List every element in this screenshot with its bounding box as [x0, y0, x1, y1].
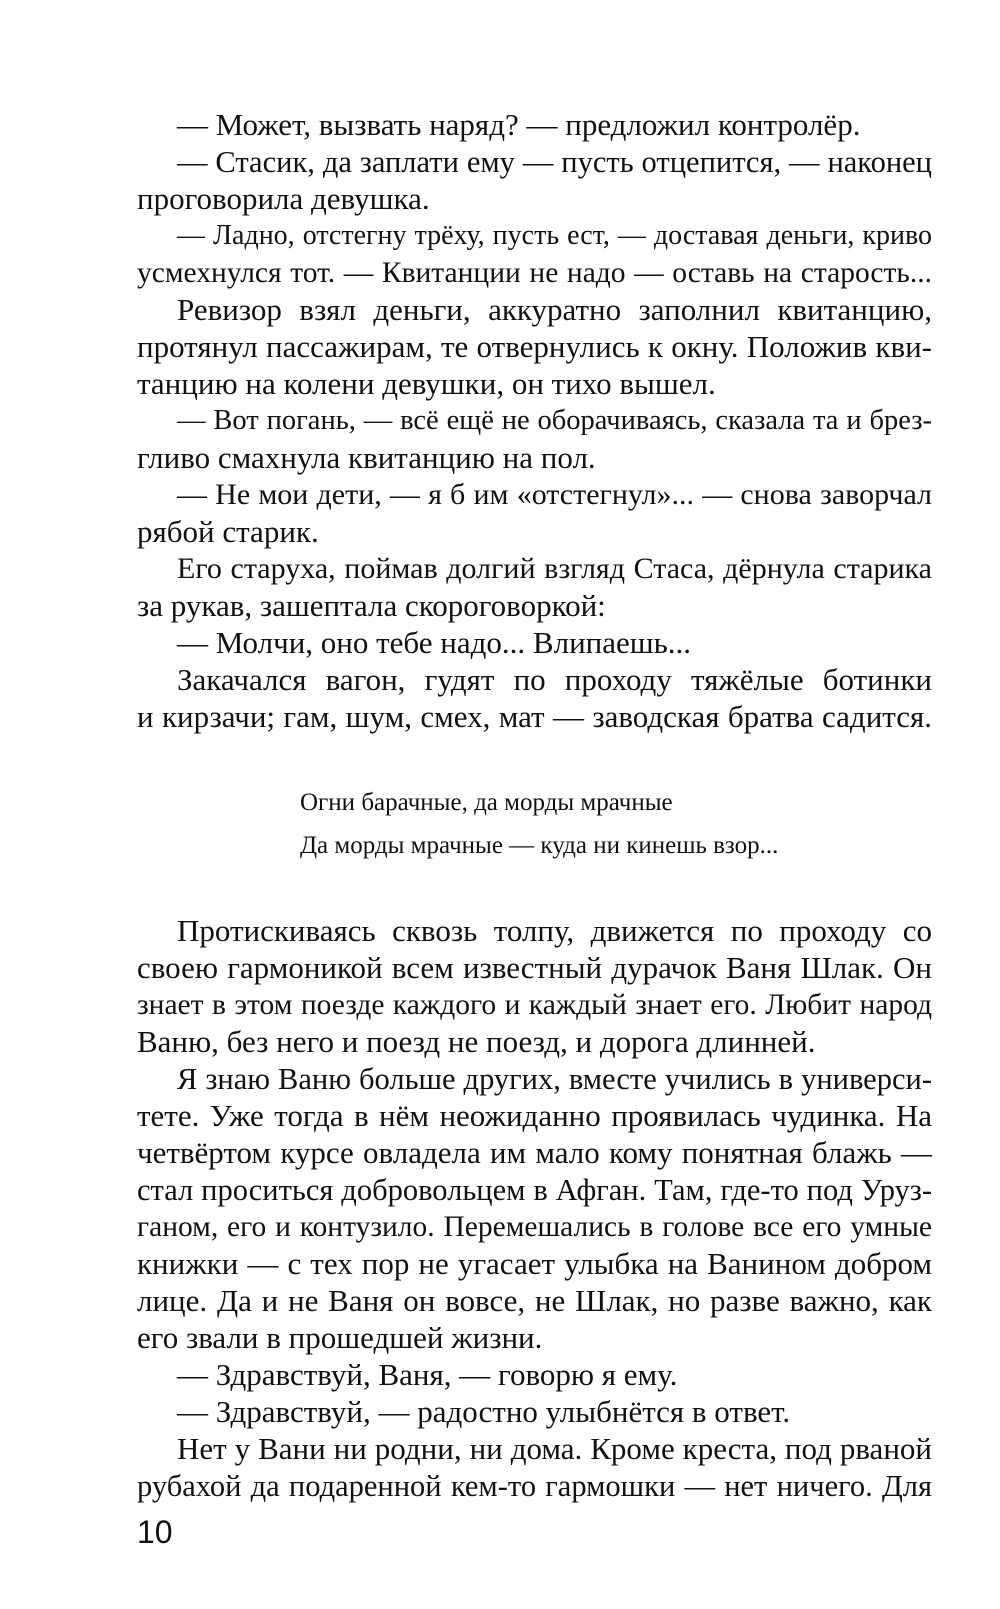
- text-line: ганом, его и контузило. Перемешались в голове все его умные: [137, 1211, 932, 1243]
- text-line: — Может, вызвать наряд? — предложил контролёр.: [177, 107, 861, 142]
- text-line: гливо смахнула квитанцию на пол.: [137, 440, 596, 475]
- text-line: знает в этом поезде каждого и каждый знает его. Любит народ: [137, 989, 932, 1021]
- text-line: тете. Уже тогда в нём неожиданно проявилась чудинка. На: [137, 1098, 932, 1133]
- text-line: рубахой да подаренной кем-то гармошки — нет ничего. Для: [137, 1469, 932, 1503]
- text-line: рябой старик.: [137, 514, 319, 549]
- verse-line: Огни барачные, да морды мрачные: [300, 789, 673, 816]
- text-line: — Ладно, отстегну трёху, пусть ест, — доставая деньги, криво: [177, 220, 932, 251]
- text-line: проговорила девушка.: [137, 181, 430, 216]
- text-line: стал проситься добровольцем в Афган. Там, где-то под Уруз-: [137, 1173, 932, 1207]
- text-line: и кирзачи; гам, шум, смех, мат — заводская братва садится.: [137, 699, 932, 734]
- page-number: 10: [137, 1514, 173, 1550]
- text-line: — Молчи, оно тебе надо... Влипаешь...: [177, 625, 692, 660]
- text-line: Протискиваясь сквозь толпу, движется по проходу со: [177, 913, 932, 948]
- text-line: Его старуха, поймав долгий взгляд Стаса, дёрнула старика: [177, 552, 932, 585]
- text-line: танцию на колени девушки, он тихо вышел.: [137, 366, 716, 401]
- verse-line: Да морды мрачные — куда ни кинешь взор...: [300, 832, 779, 859]
- text-line: за рукав, зашептала скороговоркой:: [137, 588, 606, 623]
- text-line: Я знаю Ваню больше других, вместе учились в универси-: [177, 1062, 932, 1096]
- text-line: Закачался вагон, гудят по проходу тяжёлые ботинки: [177, 662, 932, 697]
- text-line: книжки — с тех пор не угасает улыбка на Ванином добром: [137, 1246, 932, 1281]
- text-line: — Стасик, да заплати ему — пусть отцепится, — наконец: [177, 145, 932, 179]
- text-line: усмехнулся тот. — Квитанции не надо — оставь на старость...: [137, 257, 932, 289]
- text-line: его звали в прошедшей жизни.: [137, 1320, 543, 1355]
- text-line: протянул пассажирам, те отвернулись к окну. Положив кви-: [137, 329, 932, 364]
- text-line: своею гармоникой всем известный дурачок Ваня Шлак. Он: [137, 950, 932, 985]
- text-line: лице. Да и не Ваня он вовсе, не Шлак, но разве важно, как: [137, 1283, 932, 1318]
- text-line: Нет у Вани ни родни, ни дома. Кроме креста, под рваной: [177, 1431, 932, 1466]
- text-line: — Здравствуй, Ваня, — говорю я ему.: [177, 1357, 678, 1392]
- text-line: Ревизор взял деньги, аккуратно заполнил квитанцию,: [177, 292, 932, 327]
- text-line: — Здравствуй, — радостно улыбнётся в ответ.: [177, 1394, 791, 1429]
- text-line: — Вот погань, — всё ещё не оборачиваясь, сказала та и брез-: [177, 405, 932, 436]
- text-line: Ваню, без него и поезд не поезд, и дорога длинней.: [137, 1024, 816, 1059]
- text-line: четвёртом курсе овладела им мало кому понятная блажь —: [137, 1135, 932, 1170]
- text-line: — Не мои дети, — я б им «отстегнул»... — снова заворчал: [177, 478, 932, 511]
